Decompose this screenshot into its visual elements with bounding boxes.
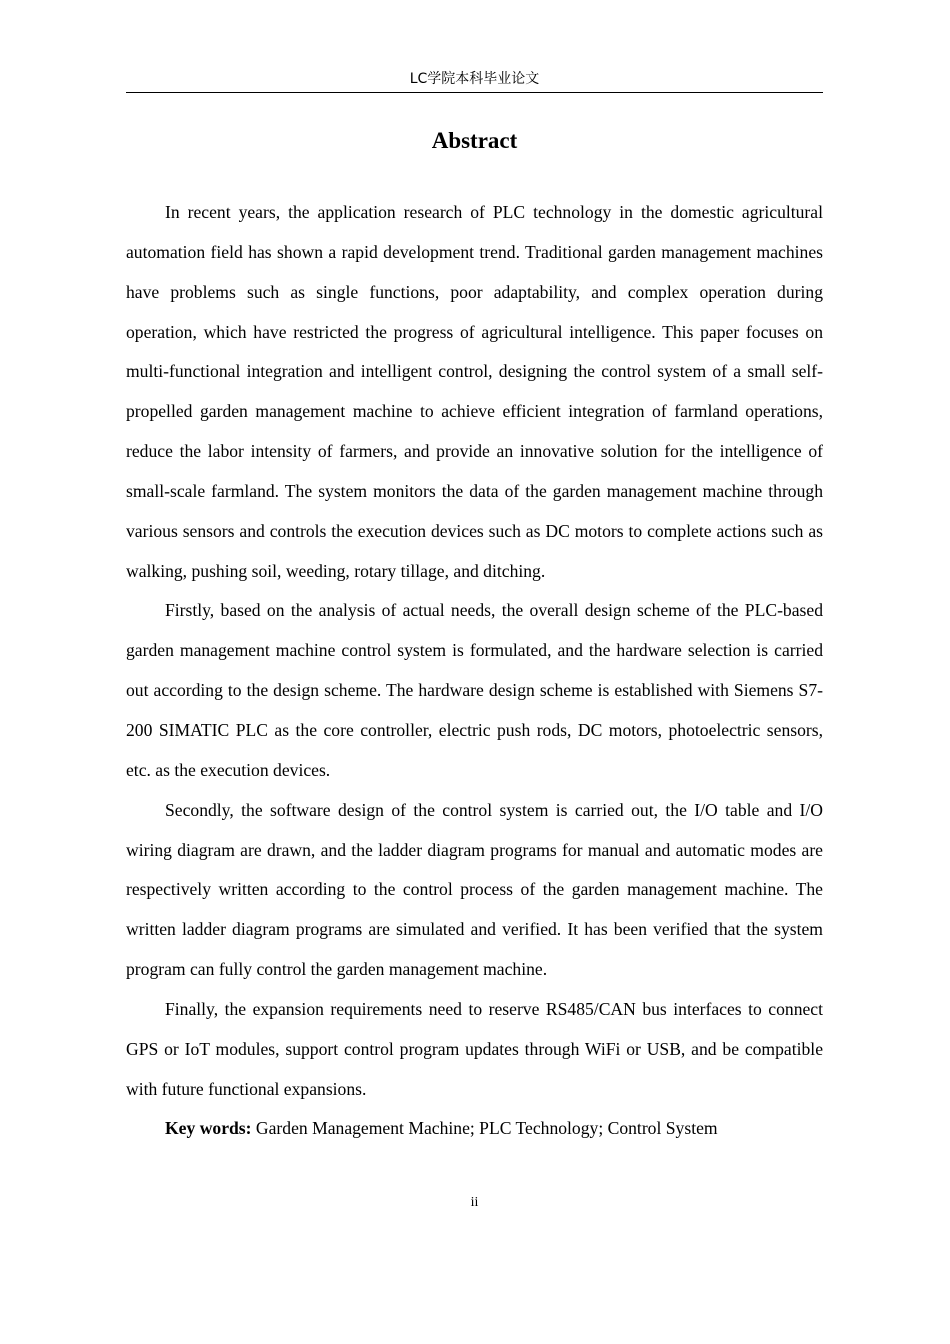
abstract-paragraph-2: Firstly, based on the analysis of actual needs, the overall design scheme of the PLC-based garden management machine control system is formulated, and the hardware selection is carried out according to the design scheme. The hardware design scheme is established with Siemens S7-200 SIMATIC PLC as the core controller, electric push rods, DC motors, photoelectric sensors, etc. as the execution devices. (126, 600, 823, 780)
abstract-title: Abstract (431, 128, 518, 153)
header-text: LC学院本科毕业论文 (409, 71, 540, 87)
abstract-body (126, 193, 823, 1149)
abstract-paragraph-3: Secondly, the software design of the control system is carried out, the I/O table and I/O wiring diagram are drawn, and the ladder diagram programs for manual and automatic modes are respectively written according to the control process of the garden management machine. The written ladder diagram programs are simulated and verified. It has been verified that the system program can fully control the garden management machine. (126, 799, 823, 980)
page-header (126, 66, 823, 93)
keywords-line (126, 1109, 823, 1149)
keywords-label: Key words: (165, 1118, 252, 1139)
abstract-paragraph-1: In recent years, the application research of PLC technology in the domestic agricultural automation field has shown a rapid development trend. Traditional garden management machines have problems such as single functions, poor adaptability, and complex operation during operation, which have restricted the progress of agricultural intelligence. This paper focuses on multi-functional integration and intelligent control, designing the control system of a small self-propelled garden management machine to achieve efficient integration of farmland operations, reduce the labor intensity of farmers, and provide an innovative solution for the intelligence of small-scale farmland. The system monitors the data of the garden management machine through various sensors and controls the execution devices such as DC motors to complete actions such as walking, pushing soil, weeding, rotary tillage, and ditching. (126, 202, 823, 581)
abstract-paragraph-4: Finally, the expansion requirements need to reserve RS485/CAN bus interfaces to connect GPS or IoT modules, support control program updates through WiFi or USB, and be compatible with future functional expansions. (126, 998, 823, 1099)
keywords-text: Garden Management Machine; PLC Technology; Control System (255, 1118, 718, 1139)
page-number: ii (470, 1195, 479, 1210)
